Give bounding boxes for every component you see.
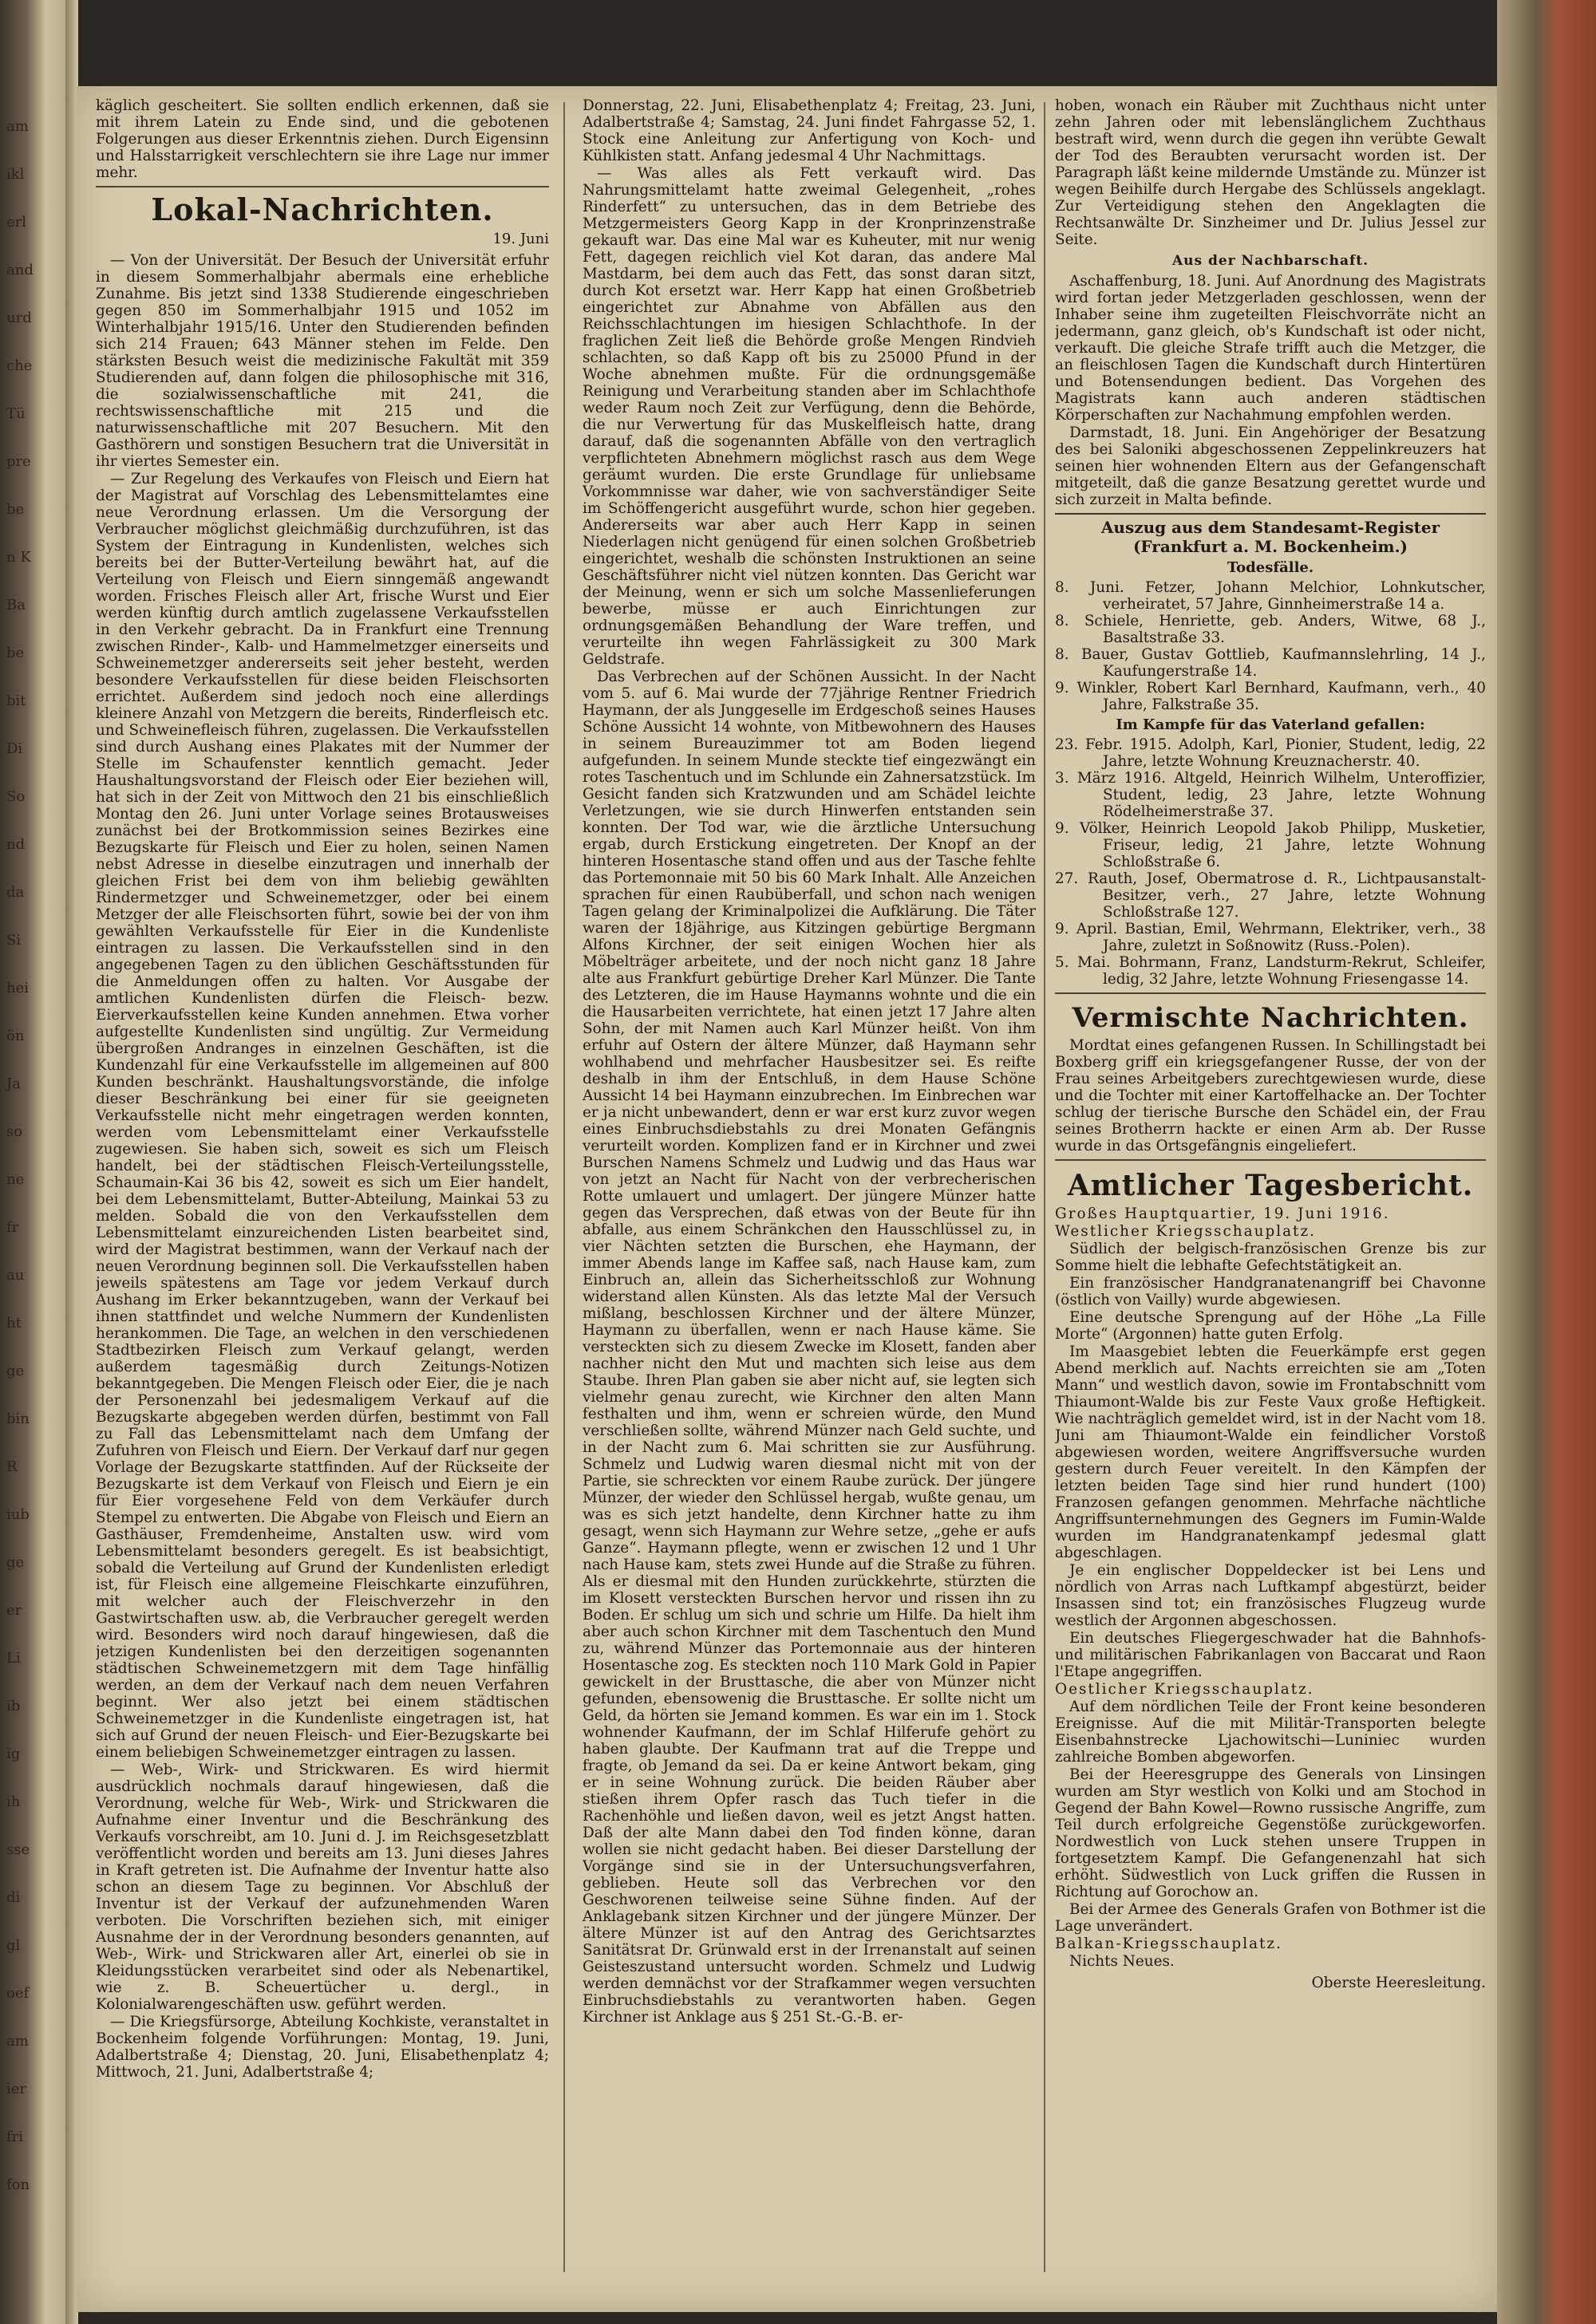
spine-fragment: Li: [6, 1650, 21, 1667]
column-rule: [1044, 102, 1045, 2272]
column-2: [583, 97, 1036, 2275]
subheading-nachbarschaft: Aus der Nachbarschaft.: [1171, 253, 1369, 269]
spine-fragment: ier: [6, 2081, 27, 2097]
list-item: 8. Schiele, Henriette, geb. Anders, Witwe, 68 J., Basaltstraße 33.: [1055, 613, 1486, 646]
article-paragraph: Eine deutsche Sprengung auf der Höhe „La Fille Morte“ (Argonnen) hatte guten Erfolg.: [1055, 1309, 1486, 1343]
spine-fragment: Ba: [6, 597, 26, 614]
spine-fragment: ikl: [6, 166, 25, 183]
spine-fragment: ib: [6, 1698, 21, 1714]
article-paragraph: Je ein englischer Doppeldecker ist bei Lens und nördlich von Arras nach Luftkampf abgestürzt, beider Insassen sind tot; ein französisches Flugzeug wurde westlich der Argonnen abgeschossen.: [1055, 1562, 1486, 1629]
spine-fragment: sse: [6, 1841, 30, 1858]
list-item: 23. Febr. 1915. Adolph, Karl, Pionier, Student, ledig, 22 Jahre, letzte Wohnung Kreuznacherstr. 40.: [1055, 736, 1486, 770]
column-3: [1055, 97, 1486, 2275]
article-paragraph: Bei der Heeresgruppe des Generals von Linsingen wurden am Styr westlich von Kolki und am Stochod in Gegend der Bahn Kowel—Rowno russische Angriffe, zum Teil durch erfolgreiche Gegenstöße zurückgeworfen. Nordwestlich von Luck stehen unsere Truppen in fortgesetztem Kampf. Die Gefangenenzahl hat sich erhöht. Südwestlich von Luck griffen die Russen in Richtung auf Gorochow an.: [1055, 1766, 1486, 1900]
report-dateline: Großes Hauptquartier, 19. Juni 1916.: [1055, 1205, 1390, 1222]
spine-fragment: be: [6, 645, 25, 661]
spine-fragment: ge: [6, 1554, 25, 1571]
article-paragraph: Mordtat eines gefangenen Russen. In Schillingstadt bei Boxberg griff ein kriegsgefangener Russe, der von der Frau seines Arbeitgebers zurechtgewiesen wurde, diese und die Tochter mit einer Kartoffelhacke an. Der Tochter schlug der tierische Bursche den Schädel ein, der Frau seines Brotherrn hackte er einen Arm ab. Der Russe wurde in das Ortsgefängnis eingeliefert.: [1055, 1037, 1486, 1154]
intro-paragraph: käglich gescheitert. Sie sollten endlich erkennen, daß sie mit ihrem Latein zu Ende sind, und die gebotenen Folgerungen aus dieser Erkenntnis ziehen. Durch Eigensinn und Halsstarrigkeit verschlechtern sie ihre Lage nur immer mehr.: [96, 97, 549, 181]
column-rule: [563, 102, 565, 2272]
article-paragraph: Darmstadt, 18. Juni. Ein Angehöriger der Besatzung des bei Saloniki abgeschossenen Zeppelinkreuzers hat seinen hier wohnenden Eltern aus der Gefangenschaft mitgeteilt, daß die ganze Besatzung gerettet wurde und sich zurzeit in Malta befinde.: [1055, 424, 1486, 508]
heading-vermischte: Vermischte Nachrichten.: [1072, 1002, 1469, 1034]
article-paragraph: Aschaffenburg, 18. Juni. Auf Anordnung des Magistrats wird fortan jeder Metzgerladen geschlossen, wenn der Inhaber seine ihm zugeteilten Fleischvorräte nicht an jedermann, ganz gleich, ob's Kundschaft ist oder nicht, verkauft. Die gleiche Strafe trifft auch die Metzger, die an fleischlosen Tagen die Kundschaft durch Hintertüren und Botensendungen bedient. Das Vorgehen des Magistrats kann auch anderen städtischen Körperschaften zur Nachahmung empfohlen werden.: [1055, 273, 1486, 424]
article-paragraph: Donnerstag, 22. Juni, Elisabethenplatz 4; Freitag, 23. Juni, Adalbertstraße 4; Samstag, 24. Juni findet Fahrgasse 52, 1. Stock eine Anleitung zur Anfertigung von Koch- und Kühlkisten statt. Anfang jedesmal 4 Uhr Nachmittags.: [583, 97, 1036, 164]
article-paragraph: Ein französischer Handgranatenangriff bei Chavonne (östlich von Vailly) wurde abgewiesen.: [1055, 1275, 1486, 1308]
article-paragraph: Auf dem nördlichen Teile der Front keine besonderen Ereignisse. Auf die mit Militär-Transporten belegte Eisenbahnstrecke Ljachowitschi—Luniniec wurden zahlreiche Bomben abgeworfen.: [1055, 1699, 1486, 1766]
section-rule: [1055, 1159, 1486, 1161]
article-paragraph: Südlich der belgisch-französischen Grenze bis zur Somme hielt die lebhafte Gefechtstätigkeit an.: [1055, 1241, 1486, 1274]
spine-fragment: Si: [6, 932, 22, 949]
spine-fragment: er: [6, 1602, 22, 1619]
spine-fragment: so: [6, 1123, 23, 1140]
register-title: Auszug aus dem Standesamt-Register (Frankfurt a. M. Bockenheim.): [1055, 513, 1486, 556]
newspaper-page: [77, 86, 1497, 2312]
list-item: 9. Völker, Heinrich Leopold Jakob Philipp, Musketier, Friseur, ledig, 21 Jahre, letzte Wohnung Schloßstraße 6.: [1055, 820, 1486, 870]
list-item: 9. April. Bastian, Emil, Wehrmann, Elektriker, verh., 38 Jahre, zuletzt in Soßnowitz (Russ.-Polen).: [1055, 921, 1486, 954]
spine-fragment: am: [6, 118, 29, 135]
spine-fragment: be: [6, 501, 25, 518]
register-fallen-heading: Im Kampfe für das Vaterland gefallen:: [1116, 716, 1425, 733]
spine-fragment: che: [6, 357, 33, 374]
column-1: [96, 97, 549, 2275]
spine-fragment: bin: [6, 1411, 30, 1427]
spine-fragment: ih: [6, 1793, 21, 1810]
section-date: 19. Juni: [492, 231, 549, 247]
spine-fragment: fr: [6, 1219, 19, 1236]
spine-fragment: am: [6, 2033, 29, 2050]
list-item: 8. Bauer, Gustav Gottlieb, Kaufmannslehrling, 14 J., Kaufungerstraße 14.: [1055, 646, 1486, 680]
heading-amtlicher: Amtlicher Tagesbericht.: [1067, 1169, 1474, 1202]
article-paragraph: Nichts Neues.: [1069, 1953, 1175, 1970]
report-front-east: Oestlicher Kriegsschauplatz.: [1055, 1681, 1314, 1698]
report-signature: Oberste Heeresleitung.: [1311, 1975, 1486, 1991]
article-paragraph: — Zur Regelung des Verkaufes von Fleisch und Eiern hat der Magistrat auf Vorschlag des Lebensmittelamtes eine neue Verordnung erlassen. Um die Versorgung der Verbraucher möglichst gleichmäßig durchzuführen, ist das System der Eintragung in Kundenlisten, welches sich bereits bei der Butter-Verteilung bewährt hat, auf die Verteilung von Fleisch und Eiern sinngemäß angewandt worden. Frisches Fleisch aller Art, frische Wurst und Eier werden künftig durch amtlich zugelassene Verkaufsstellen in den Verkehr gebracht. Da in Frankfurt eine Trennung zwischen Rinder-, Kalb- und Hammelmetzger einerseits und Schweinemetzger andererseits seit jeher besteht, werden besondere Verkaufsstellen für diese beiden Fleischsorten errichtet. Außerdem sind jedoch noch eine allerdings kleinere Anzahl von Metzgern die bereits, Rinderfleisch etc. und Schweinefleisch führen, zugelassen. Die Verkaufsstellen sind durch Aushang eines Plakates mit der Nummer der Stelle im Schaufenster kenntlich gemacht. Jeder Haushaltungsvorstand der Fleisch oder Eier beziehen will, hat sich in der Zeit von Mittwoch den 21 bis einschließlich Montag den 26. Juni unter Vorlage seines Brotausweises zunächst bei der Brotkommission seines Bezirkes eine Bezugskarte für Fleisch und Eier zu holen, seinen Namen nebst Adresse in dieselbe einzutragen und innerhalb der gleichen Frist bei dem von ihm beliebig gewählten Rindermetzger und Schweinemetzger, oder bei einem Metzger der alle Fleischsorten führt, sowie bei der von ihm gewählten Verkaufsstelle für Eier in die Kundenliste eintragen zu lassen. Die Verkaufsstellen sind in den angegebenen Tagen zu den üblichen Geschäftsstunden für die Anmeldungen offen zu halten. Vor Ausgabe der amtlichen Kundenlisten dürfen die Fleisch- bezw. Eierverkaufsstellen keine Kunden annehmen. Etwa vorher aufgestellte Kundenlisten sind ungültig. Zur Vermeidung übergroßen Andranges in einzelnen Geschäften, ist die Kundenzahl für eine Verkaufsstelle im allgemeinen auf 800 Kunden beschränkt. Haushaltungsvorstände, die infolge dieser Beschränkung bei einer für sie geeigneten Verkaufsstelle nicht mehr eingetragen werden konnten, werden vom Lebensmittelamt einer Verkaufsstelle zugewiesen. Sie haben sich, soweit es sich um Fleisch handelt, bei der städtischen Fleisch-Verteilungsstelle, Schaumain-Kai 36 bis 42, soweit es sich um Eier handelt, bei dem Lebensmittelamt, Butter-Abteilung, Mainkai 53 zu melden. Sobald die von den Verkaufsstellen dem Lebensmittelamt einzureichenden Listen bearbeitet sind, wird der Magistrat bestimmen, wann der Verkauf nach der neuen Verordnung beginnen soll. Die Verkaufsstellen haben jeweils spätestens am Tage vor jedem Verkauf durch Aushang im Erker bekanntzugeben, wann der Verkauf bei ihnen stattfindet und welche Nummern der Kundenlisten herankommen. Die Tage, an welchen in den verschiedenen Stadtbezirken Fleisch zum Verkauf gelangt, werden außerdem tagesmäßig durch Zeitungs-Notizen bekanntgegeben. Die Mengen Fleisch oder Eier, die je nach der Personenzahl bei jedesmaligem Verkauf auf die Bezugskarte abgegeben werden dürfen, bestimmt von Fall zu Fall das Lebensmittelamt nach dem Umfang der Zufuhren von Fleisch und Eiern. Der Verkauf darf nur gegen Vorlage der Bezugskarte stattfinden. Auf der Rückseite der Bezugskarte ist dem Verkauf von Fleisch und Eiern je ein für Eier vorgesehene Feld von dem Verkäufer durch Stempel zu entwerten. Die Abgabe von Fleisch und Eiern an Gasthäuser, Fremdenheime, Anstalten usw. wird vom Lebensmittelamt besonders geregelt. Es ist beabsichtigt, sobald die Verteilung auf Grund der Kundenlisten erledigt ist, für Fleisch eine allgemeine Fleischkarte einzuführen, mit welcher auch der Fleischverzehr in den Gastwirtschaften usw. ab, die Verbraucher geregelt werden wird. Besonders wird noch darauf hingewiesen, daß die jetzigen Kundenlisten bei den derzeitigen sogenannten städtischen Schweinemetzgern mit dem Tage hinfällig werden, an dem der Verkauf nach dem neuen Verfahren beginnt. Wer also jetzt bei einem städtischen Schweinemetzger in die Kundenliste eingetragen ist, hat sich auf Grund der neuen Fleisch- und Eier-Bezugskarte bei einem beliebigen Schweinemetzger eintragen zu lassen.: [96, 471, 549, 1761]
spine-fragment: iub: [6, 1506, 30, 1523]
list-item: 8. Juni. Fetzer, Johann Melchior, Lohnkutscher, verheiratet, 57 Jahre, Ginnheimerstraße 14 a.: [1055, 579, 1486, 613]
article-paragraph: Das Verbrechen auf der Schönen Aussicht. In der Nacht vom 5. auf 6. Mai wurde der 77jährige Rentner Friedrich Haymann, der als Junggeselle im Erdgeschoß seines Hauses Schöne Aussicht 14 wohnte, von Mitbewohnern des Hauses in seinem Bureauzimmer tot am Boden liegend aufgefunden. In seinem Munde steckte tief eingezwängt ein rotes Taschentuch und im Schlunde ein Zahnersatzstück. Im Gesicht fanden sich Kratzwunden und am Schädel leichte Verletzungen, wie sie durch Hinwerfen entstanden sein konnten. Der Tod war, wie die ärztliche Untersuchung ergab, durch Erstickung eingetreten. Der Knopf an der hinteren Hosentasche stand offen und aus der Tasche fehlte das Portemonnaie mit 50 bis 60 Mark Inhalt. Alle Anzeichen sprachen für einen Raubüberfall, und schon nach wenigen Tagen gelang der Kriminalpolizei die Aufklärung. Die Täter waren der 18jährige, aus Kitzingen gebürtige Bergmann Alfons Kirchner, der seit einigen Wochen hier als Möbelträger arbeitete, und der noch nicht ganz 18 Jahre alte aus Frankfurt gebürtige Dreher Karl Münzer. Die Tante des Letzteren, die im Hause Haymanns wohnte und die ein die Hausarbeiten verrichtete, hat einen jetzt 17 Jahre alten Sohn, der mit Namen auch Karl Münzer heißt. Von ihm erfuhr auf Ostern der ältere Münzer, daß Haymann sehr wohlhabend und mehrfacher Hausbesitzer sei. Es reifte deshalb in ihm der Entschluß, in dem Hause Schöne Aussicht 14 bei Haymann einzubrechen. Im Einbrechen war er ja nicht unbewandert, denn er war erst kurz zuvor wegen eines Einbruchsdiebstahls zu drei Monaten Gefängnis verurteilt worden. Komplizen fand er in Kirchner und zwei Burschen Namens Schmelz und Ludwig und das Haus war von jetzt an Nacht für Nacht von der verbrecherischen Rotte umlauert und umlagert. Der jüngere Münzer hatte gegen das Versprechen, daß etwas von der Beute für ihn abfalle, aus einem Schränkchen den Hausschlüssel zu, in vier Nächten setzten die Burschen, ehe Haymann, der immer Abends lange im Kaffee saß, nach Hause kam, zum Einbruch an, allein das Sicherheitsschloß zur Wohnung widerstand allen Künsten. Als das letzte Mal der Versuch mißlang, beschlossen Kirchner und der ältere Münzer, Haymann zu überfallen, wenn er nach Hause käme. Sie versteckten sich zu diesem Zwecke im Klosett, fanden aber nachher nicht den Mut und machten sich leise aus dem Staube. Ihren Plan gaben sie aber nicht auf, sie legten sich vielmehr genau zurecht, wie Kirchner den alten Mann festhalten und ihm, wenn er schreien würde, den Mund verschließen sollte, während Münzer nach Geld suchte, und in der Nacht zum 6. Mai schritten sie zur Ausführung. Schmelz und Ludwig waren diesmal nicht mit von der Partie, sie schreckten vor einem Raube zurück. Der jüngere Münzer, der wieder den Schlüssel hergab, wußte genau, um was es sich jetzt handelte, denn Kirchner hatte zu ihm gesagt, wenn sich Haymann zur Wehre setze, „gehe er aufs Ganze“. Haymann pflegte, wenn er zwischen 12 und 1 Uhr nach Hause kam, stets zwei Hunde auf die Straße zu führen. Als er diesmal mit den Hunden zurückkehrte, stürzten die im Klosett versteckten Burschen hervor und rissen ihn zu Boden. Er schlug um sich und schrie um Hilfe. Da hielt ihm aber auch schon Kirchner mit dem Taschentuch den Mund zu, während Münzer das Portemonnaie aus der hinteren Hosentasche zog. Es steckten noch 110 Mark Gold in Papier gewickelt in der Brusttasche, die aber von Münzer nicht gefunden, ebensowenig die Brusttasche. Er sollte nicht um Geld, da hörten sie Jemand kommen. Es war ein im 1. Stock wohnender Kaufmann, der im Schlaf Hilferufe gehört zu haben glaubte. Der Kaufmann trat auf die Treppe und fragte, ob Jemand da sei. Da er keine Antwort bekam, ging er in seine Wohnung zurück. Die beiden Räuber aber stießen ihrem Opfer rasch das Tuch tiefer in die Rachenhöhle und ließen davon, weil es jetzt Angst hatten. Daß der alte Mann dabei den Tod finden könne, daran wollen sie nicht gedacht haben. Bei dieser Darstellung der Vorgänge sind sie in der Untersuchungsverfahren, geblieben. Heute soll das Verbrechen vor den Geschworenen teilweise seine Sühne finden. Auf der Anklagebank sitzen Kirchner und der jüngere Münzer. Der ältere Münzer ist auf den Antrag des Gerichtsarztes Sanitätsrat Dr. Grünwald erst in der Irrenanstalt auf seinen Geisteszustand untersucht worden. Schmelz und Ludwig werden demnächst vor der Strafkammer wegen versuchten Einbruchsdiebstahls zu verantworten haben. Gegen Kirchner ist Anklage aus § 251 St.-G.-B. er-: [583, 669, 1036, 2026]
heading-lokal: Lokal-Nachrichten.: [151, 191, 494, 227]
article-paragraph: — Die Kriegsfürsorge, Abteilung Kochkiste, veranstaltet in Bockenheim folgende Vorführungen: Montag, 19. Juni, Adalbertstraße 4; Dienstag, 20. Juni, Elisabethenplatz 4; Mittwoch, 21. Juni, Adalbertstraße 4;: [96, 2014, 549, 2081]
spine-fragment: Ja: [6, 1075, 21, 1092]
spine-fragment: ne: [6, 1171, 25, 1188]
article-paragraph: — Web-, Wirk- und Strickwaren. Es wird hiermit ausdrücklich nochmals darauf hingewiesen, daß die Verordnung, welche für Web-, Wirk- und Strickwaren die Aufnahme einer Inventur und die Beschränkung des Verkaufs vorschreibt, am 10. Juni d. J. im Reichsgesetzblatt veröffentlicht worden und bereits am 13. Juni dieses Jahres in Kraft getreten ist. Die Aufnahme der Inventur hatte also schon an diesem Tage zu beginnen. Vor Abschluß der Inventur ist der Verkauf der aufzunehmenden Waren verboten. Die Vorschriften beziehen sich, mit einiger Ausnahme der in der Verordnung besonders genannten, auf Web-, Wirk- und Strickwaren aller Art, einerlei ob sie in Kleidungsstücken verarbeitet sind oder als Nebenartikel, wie z. B. Scheuertücher u. dergl., in Kolonialwarengeschäften usw. geführt werden.: [96, 1762, 549, 2013]
list-item: 9. Winkler, Robert Karl Bernhard, Kaufmann, verh., 40 Jahre, Falkstraße 35.: [1055, 680, 1486, 713]
article-paragraph: — Was alles als Fett verkauft wird. Das Nahrungsmittelamt hatte zweimal Gelegenheit, „rohes Rinderfett“ zu untersuchen, das in dem Betriebe des Metzgermeisters Georg Kapp in der Kronprinzenstraße gekauft war. Das eine Mal war es Kuheuter, mit nur wenig Fett, dagegen reichlich viel Kot daran, das andere Mal Mastdarm, bei dem auch das Fett, das sonst daran sitzt, durch Kot ersetzt war. Herr Kapp hat einen Großbetrieb eingerichtet zur Abnahme von Abfällen aus den Reichsschlachtungen im hiesigen Schlachthofe. In der fraglichen Zeit ließ die Behörde große Mengen Rindvieh schlachten, so daß Kapp oft bis zu 25000 Pfund in der Woche abnehmen mußte. Für die ordnungsgemäße Reinigung und Verarbeitung standen aber im Schlachthofe weder Raum noch Zeit zur Verfügung, denn die Behörde, die nur Verwertung für das Muskelfleisch hatte, drang darauf, daß die sogenannten Abfälle von den vertraglich verpflichteten Abnehmern möglichst rasch aus dem Wege geräumt wurden. Die erste Grundlage für unliebsame Vorkommnisse war daher, wie von sachverständiger Seite im Schöffengericht ausgeführt wurde, schon hier gegeben. Andererseits war aber auch Herr Kapp in seinen Niederlagen nicht genügend für einen solchen Großbetrieb eingerichtet, weshalb die schönsten Instruktionen an seine Geschäftsführer nicht viel nützen konnten. Das Gericht war der Meinung, wenn er sich um solche Massenlieferungen bewerbe, müsse er auch Einrichtungen zur ordnungsgemäßen Behandlung der Ware treffen, und verurteilte ihn wegen Fahrlässigkeit zu 300 Mark Geldstrafe.: [583, 165, 1036, 668]
section-rule: [1055, 992, 1486, 994]
article-paragraph: — Von der Universität. Der Besuch der Universität erfuhr in diesem Sommerhalbjahr abermals eine erhebliche Zunahme. Bis jetzt sind 1338 Studierende eingeschrieben gegen 850 im Sommerhalbjahr 1915 und 1052 im Winterhalbjahr 1915/16. Unter den Studierenden befinden sich 214 Frauen; 643 Männer stehen im Felde. Den stärksten Besuch weist die medizinische Fakultät mit 359 Studierenden auf, dann folgen die philosophische mit 316, die sozialwissenschaftliche mit 241, die rechtswissenschaftliche mit 215 und die naturwissenschaftliche mit 207 Besuchern. Mit den Gasthörern und sonstigen Besuchern trat die Universität in ihr viertes Semester ein.: [96, 252, 549, 470]
spine-fragment: au: [6, 1267, 25, 1284]
section-rule: [96, 186, 549, 187]
spine-fragment: Di: [6, 740, 23, 757]
spine-fragment: So: [6, 788, 26, 805]
left-page-spine: [0, 0, 65, 2324]
article-paragraph: Bei der Armee des Generals Grafen von Bothmer ist die Lage unverändert.: [1055, 1901, 1486, 1935]
spine-fragment: Tü: [6, 405, 26, 422]
article-paragraph: hoben, wonach ein Räuber mit Zuchthaus nicht unter zehn Jahren oder mit lebenslänglichem Zuchthaus bestraft wird, wenn durch die gegen ihn verübte Gewalt der Tod des Beraubten verursacht worden ist. Der Paragraph läßt keine mildernde Umstände zu. Münzer ist wegen Beihilfe durch Hergabe des Schlüssels angeklagt. Zur Verteidigung stehen den Angeklagten die Rechtsanwälte Dr. Sinzheimer und Dr. Julius Jessel zur Seite.: [1055, 97, 1486, 248]
list-item: 5. Mai. Bohrmann, Franz, Landsturm-Rekrut, Schleifer, ledig, 32 Jahre, letzte Wohnung Friesengasse 14.: [1055, 954, 1486, 988]
register-deaths-heading: Todesfälle.: [1227, 559, 1314, 576]
spine-fragment: gl: [6, 1937, 21, 1954]
spine-fragment: and: [6, 262, 34, 278]
article-paragraph: Ein deutsches Fliegergeschwader hat die Bahnhofs- und militärischen Fabrikanlagen von Baccarat und Raon l'Etape angegriffen.: [1055, 1630, 1486, 1680]
spine-fragment: oef: [6, 1985, 30, 2002]
spine-fragment: di: [6, 1889, 21, 1906]
spine-fragment: pre: [6, 453, 31, 470]
article-paragraph: Im Maasgebiet lebten die Feuerkämpfe erst gegen Abend merklich auf. Nachts erreichten sie am „Toten Mann“ und westlich davon, sowie im Frontabschnitt vom Thiaumont-Walde bis zur Feste Vaux große Heftigkeit. Wie nachträglich gemeldet wird, ist in der Nacht vom 18. Juni am Thiaumont-Walde ein feindlicher Vorstoß abgewiesen worden, weitere Angriffsversuche wurden gestern durch Feuer vereitelt. In den Kämpfen der letzten beiden Tage sind hier rund hundert (100) Franzosen gefangen genommen. Mehrfache nächtliche Angriffsunternehmungen des Gegners im Fumin-Walde wurden im Handgranatenkampf jedesmal glatt abgeschlagen.: [1055, 1344, 1486, 1561]
spine-fragment: bit: [6, 692, 26, 709]
spine-fragment: ht: [6, 1315, 22, 1332]
report-front-balkan: Balkan-Kriegsschauplatz.: [1055, 1935, 1282, 1952]
spine-fragment: ig: [6, 1746, 21, 1762]
register-list: [1055, 559, 1486, 988]
list-item: 3. März 1916. Altgeld, Heinrich Wilhelm, Unteroffizier, Student, ledig, 23 Jahre, letzte Wohnung Rödelheimerstraße 37.: [1055, 770, 1486, 820]
spine-fragment: urd: [6, 310, 32, 326]
list-item: 27. Rauth, Josef, Obermatrose d. R., Lichtpausanstalt-Besitzer, verh., 27 Jahre, letzte Wohnung Schloßstraße 127.: [1055, 870, 1486, 921]
spine-fragment: hei: [6, 980, 30, 996]
spine-fragment: fon: [6, 2176, 30, 2193]
spine-fragment: R: [6, 1458, 18, 1475]
spine-fragment: ön: [6, 1028, 25, 1044]
spine-fragment: n K: [6, 549, 31, 566]
book-cover-edge: [1497, 0, 1596, 2324]
spine-fragment: nd: [6, 836, 26, 853]
spine-fragment: ge: [6, 1363, 25, 1379]
report-front-west: Westlicher Kriegsschauplatz.: [1055, 1223, 1316, 1240]
spine-fragment: erl: [6, 214, 27, 231]
spine-fragment: fri: [6, 2129, 24, 2145]
spine-fragment: da: [6, 884, 25, 901]
